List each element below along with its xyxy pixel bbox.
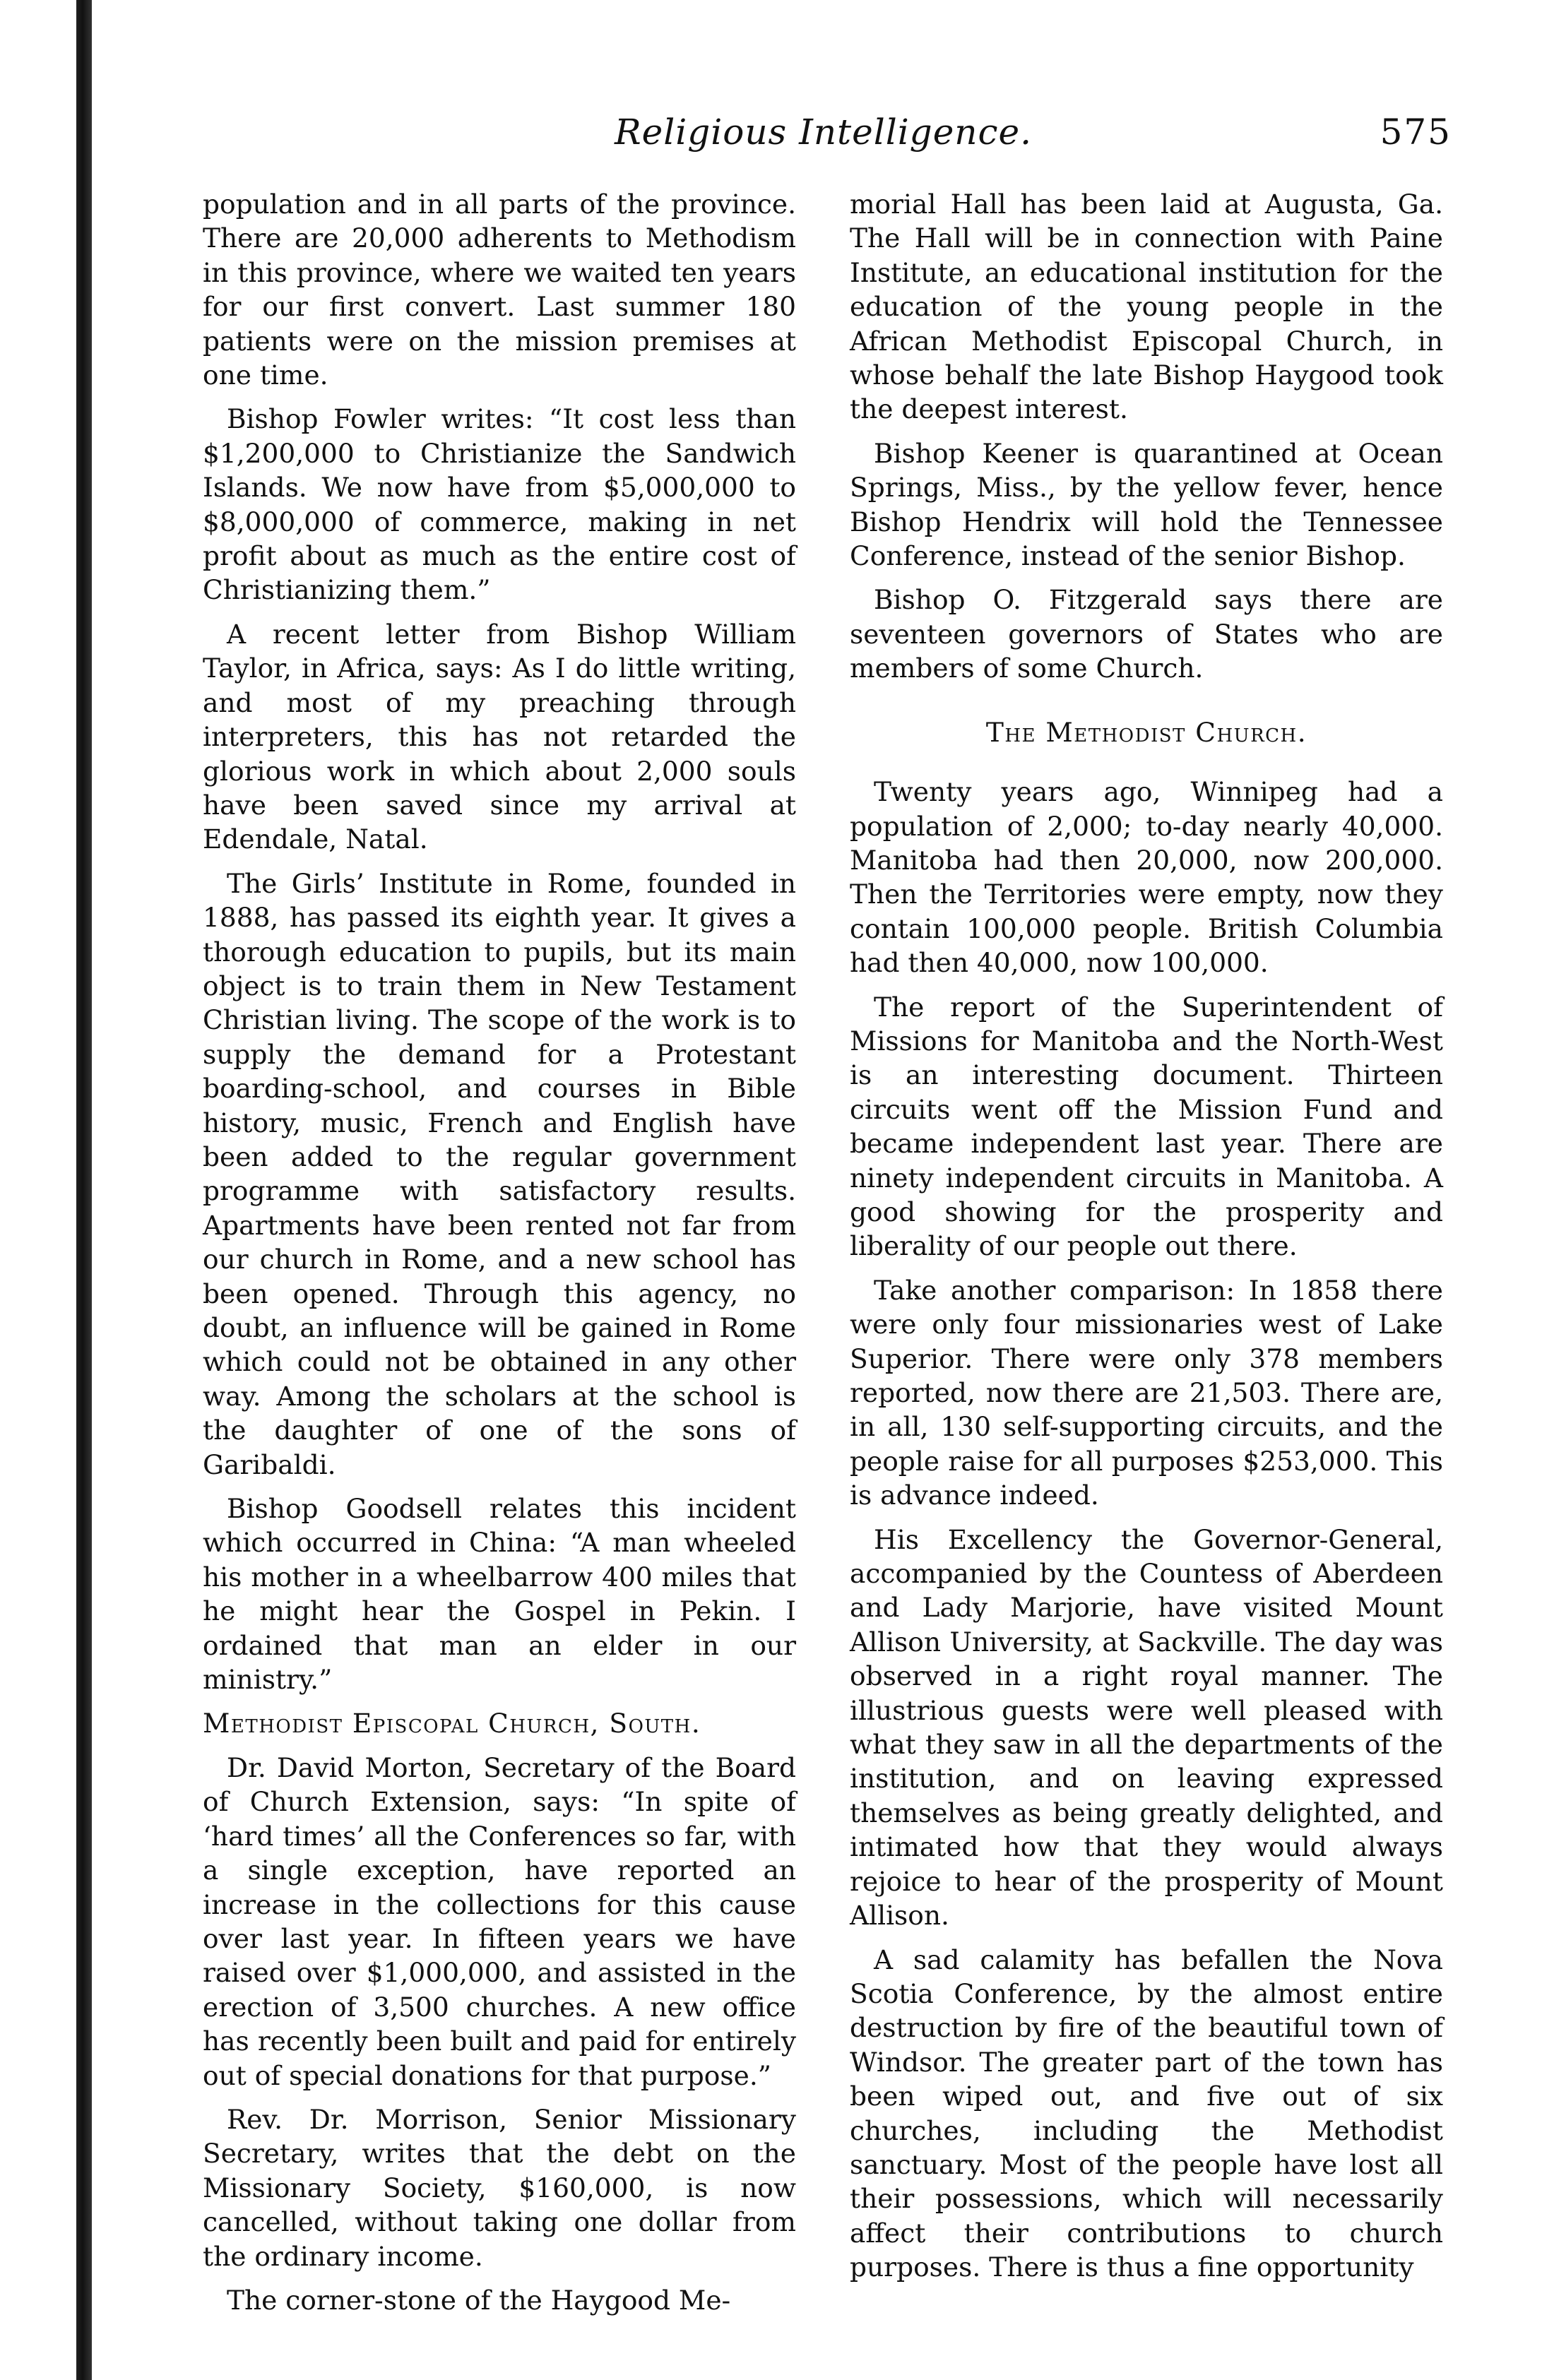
left-paragraph: Rev. Dr. Morrison, Senior Missionary Secretary, writes that the debt on the Missionary Society, $160,000, is now cancelled, without taking one dollar from the ordinary income.	[203, 2103, 796, 2272]
page-header	[0, 112, 1542, 175]
right-paragraph: A sad calamity has befallen the Nova Scotia Conference, by the almost entire destruction by fire of the beautiful town of Windsor. The greater part of the town has been wiped out, and five out of six churches, including the Methodist sanctuary. Most of the people have lost all their possessions, which will necessarily affect their contributions to church purposes. There is thus a fine opportunity	[850, 1944, 1443, 2283]
left-paragraph: Bishop Goodsell relates this incident which occurred in China: “A man wheeled his mother in a wheelbarrow 400 miles that he might hear the Gospel in Pekin. I ordained that man an elder in our ministry.”	[203, 1493, 796, 1696]
left-paragraph: A recent letter from Bishop William Taylor, in Africa, says: As I do little writing, and most of my preaching through interpreters, this has not retarded the glorious work in which about 2,000 souls have been saved since my arrival at Edendale, Natal.	[203, 618, 796, 855]
right-section-heading: The Methodist Church.	[985, 716, 1307, 748]
right-paragraph: Bishop O. Fitzgerald says there are seventeen governors of States who are members of some Church.	[850, 584, 1443, 684]
left-paragraph: Bishop Fowler writes: “It cost less than $1,200,000 to Christianize the Sandwich Islands. We now have from $5,000,000 to $8,000,000 of commerce, making in net profit about as much as the entire cost of Christianizing them.”	[203, 403, 796, 606]
left-column	[203, 187, 796, 2327]
right-paragraph: Bishop Keener is quarantined at Ocean Springs, Miss., by the yellow fever, hence Bishop Hendrix will hold the Tennessee Conference, instead of the senior Bishop.	[850, 437, 1443, 572]
right-paragraph: His Excellency the Governor-General, accompanied by the Countess of Aberdeen and Lady Marjorie, have visited Mount Allison University, at Sackville. The day was observed in a right royal manner. The illustrious guests were well pleased with what they saw in all the departments of the institution, and on leaving expressed themselves as being greatly delighted, and intimated how that they would always rejoice to hear of the prosperity of Mount Allison.	[850, 1523, 1443, 1932]
left-section-heading: Methodist Episcopal Church, South.	[203, 1708, 701, 1739]
left-paragraph: population and in all parts of the province. There are 20,000 adherents to Methodism in this province, where we waited ten years for our first convert. Last summer 180 patients were on the mission premises at one time.	[203, 189, 796, 391]
left-paragraph: The Girls’ Institute in Rome, founded in 1888, has passed its eighth year. It gives a thorough education to pupils, but its main object is to train them in New Testament Christian living. The scope of the work is to supply the demand for a Protestant boarding-school, and courses in Bible history, music, French and English have been added to the regular government programme with satisfactory results. Apartments have been rented not far from our church in Rome, and a new school has been opened. Through this agency, no doubt, an influence will be gained in Rome which could not be obtained in any other way. Among the scholars at the school is the daughter of one of the sons of Garibaldi.	[203, 867, 796, 1480]
right-column	[850, 187, 1443, 2295]
binding-edge-rule	[76, 0, 92, 2380]
right-paragraph: Take another comparison: In 1858 there were only four missionaries west of Lake Superior. There were only 378 members reported, now there are 21,503. There are, in all, 130 self-supporting circuits, and the people raise for all purposes $253,000. This is advance indeed.	[850, 1274, 1443, 1511]
left-paragraph: Dr. David Morton, Secretary of the Board of Church Extension, says: “In spite of ‘hard times’ all the Conferences so far, with a single exception, have reported an increase in the collections for this cause over last year. In fifteen years we have raised over $1,000,000, and assisted in the erection of 3,500 churches. A new office has recently been built and paid for entirely out of special donations for that purpose.”	[203, 1751, 796, 2091]
right-paragraph: The report of the Superintendent of Missions for Manitoba and the North-West is an interesting document. Thirteen circuits went off the Mission Fund and became independent last year. There are ninety independent circuits in Manitoba. A good showing for the prosperity and liberality of our people out there.	[850, 991, 1443, 1262]
right-paragraph: Twenty years ago, Winnipeg had a population of 2,000; to-day nearly 40,000. Manitoba had then 20,000, now 200,000. Then the Territories were empty, now they contain 100,000 people. British Columbia had then 40,000, now 100,000.	[850, 776, 1443, 979]
left-paragraph: The corner-stone of the Haygood Me-	[227, 2284, 731, 2316]
page-number: 575	[1380, 112, 1452, 153]
right-paragraph: morial Hall has been laid at Augusta, Ga. The Hall will be in connection with Paine Institute, an educational institution for the education of the young people in the African Methodist Episcopal Church, in whose behalf the late Bishop Haygood took the deepest interest.	[850, 189, 1443, 425]
running-head: Religious Intelligence.	[615, 112, 1032, 153]
